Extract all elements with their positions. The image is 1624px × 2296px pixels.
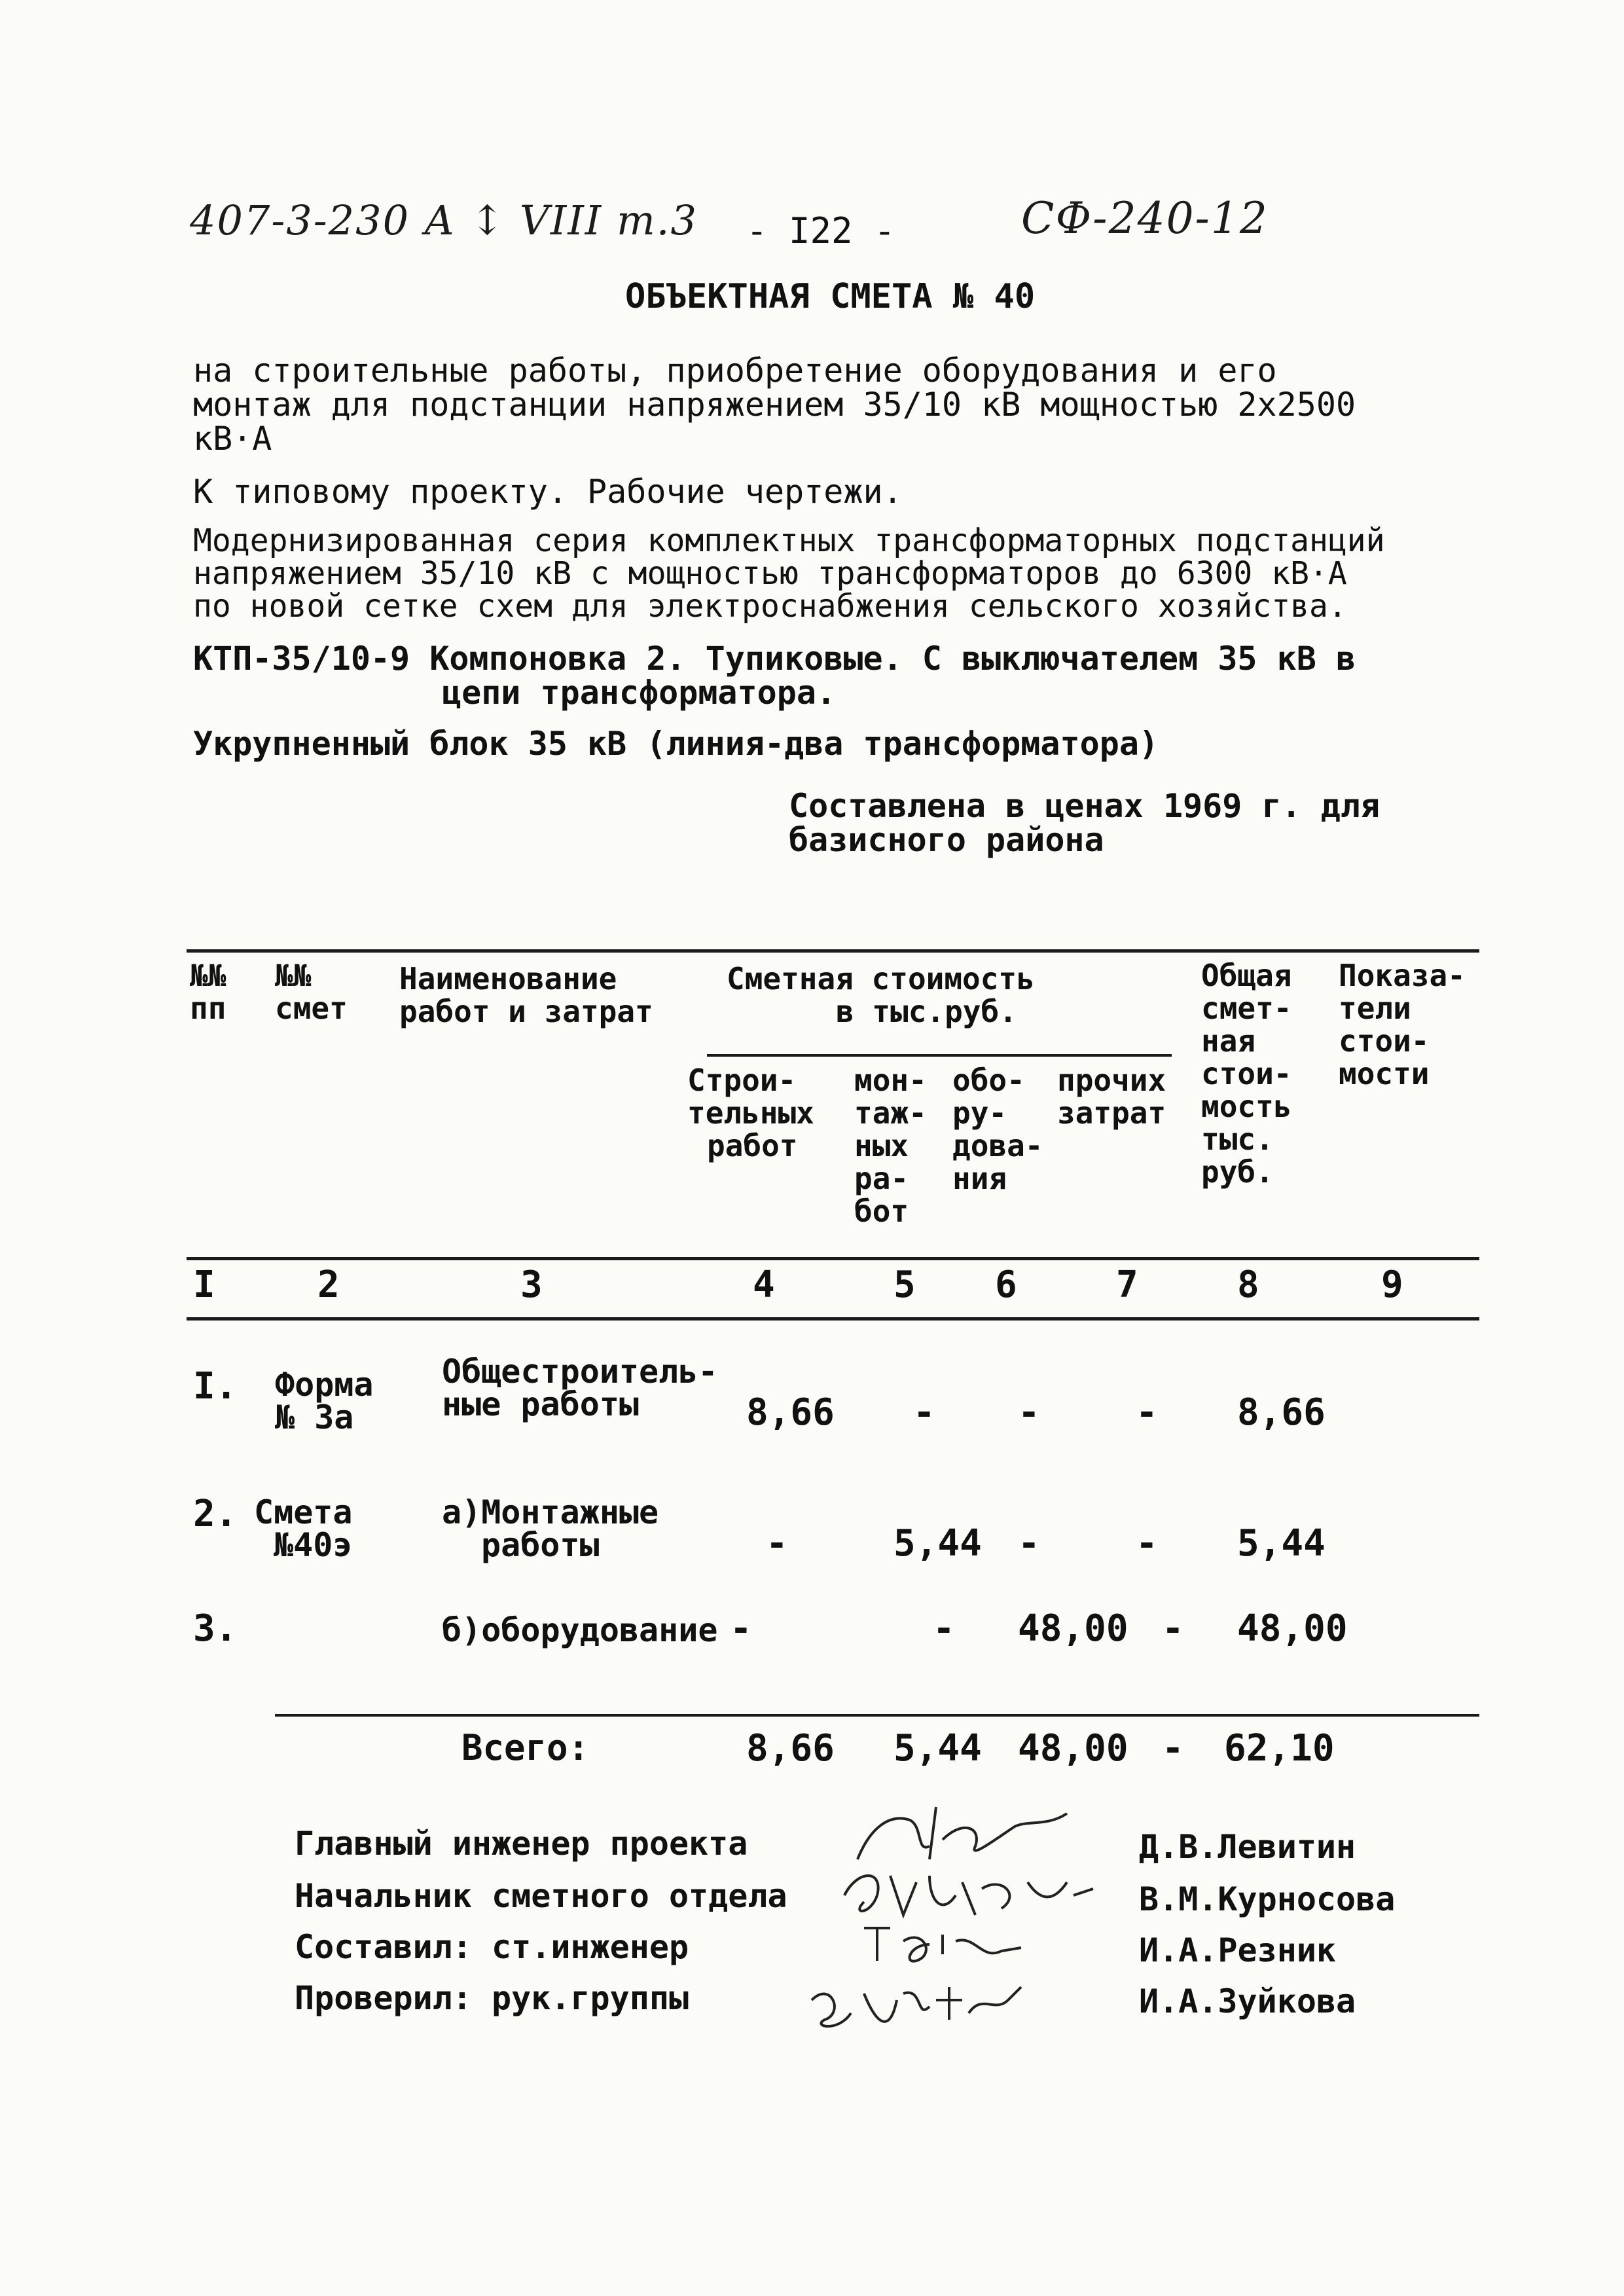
numbers-bottom-rule — [187, 1317, 1479, 1321]
project-line: К типовому проекту. Рабочие чертежи. — [193, 473, 903, 511]
ktp-line-continuation: цепи трансформатора. — [442, 674, 837, 712]
cell-other: - — [1136, 1522, 1158, 1565]
row-number: 2. — [193, 1493, 238, 1535]
column-number: 8 — [1237, 1264, 1259, 1306]
total-rule — [275, 1714, 1479, 1717]
document-code-handwritten: 407-3-230 А ↕ VIII т.3 — [190, 196, 698, 244]
signature-name: Д.В.Левитин — [1139, 1828, 1356, 1866]
row-name: б)оборудование — [442, 1611, 718, 1649]
total-grand: 62,10 — [1224, 1727, 1335, 1770]
total-other: - — [1162, 1727, 1184, 1770]
cell-other: - — [1162, 1607, 1184, 1650]
ktp-line: КТП-35/10-9 Компоновка 2. Тупиковые. С выключателем 35 кВ в — [193, 640, 1356, 678]
column-number: 6 — [995, 1264, 1017, 1306]
header-col8: Общая смет- ная стои- мость тыс. руб. — [1201, 958, 1292, 1190]
cell-installation: 5,44 — [893, 1522, 982, 1565]
row-number: I. — [193, 1365, 238, 1408]
cell-equipment: - — [1018, 1391, 1040, 1434]
sheet-code-handwritten: СФ-240-12 — [1021, 193, 1269, 244]
row-reference: Форма № 3а — [275, 1366, 374, 1436]
header-col9: Показа- тели стои- мости — [1339, 958, 1466, 1091]
row-reference: Смета №40э — [254, 1493, 353, 1564]
header-col2: №№ смет — [275, 958, 348, 1026]
signature-role: Главный инженер проекта — [295, 1825, 748, 1863]
total-equipment: 48,00 — [1018, 1727, 1128, 1770]
cell-equipment: 48,00 — [1018, 1607, 1128, 1650]
subject-line: монтаж для подстанции напряжением 35/10 кВ мощностью 2х2500 — [193, 386, 1356, 424]
cell-construction: - — [730, 1607, 752, 1650]
total-installation: 5,44 — [893, 1727, 982, 1770]
total-label: Всего: — [461, 1727, 590, 1768]
column-number: 9 — [1381, 1264, 1403, 1306]
subject-line: на строительные работы, приобретение оборудования и его — [193, 352, 1277, 390]
column-number: 7 — [1116, 1264, 1138, 1306]
description-line: по новой сетке схем для электроснабжения сельского хозяйства. — [193, 588, 1347, 625]
signature-name: И.А.Зуйкова — [1139, 1982, 1356, 2020]
column-number: 5 — [893, 1264, 916, 1306]
header-bottom-rule — [187, 1257, 1479, 1260]
table-top-rule — [187, 949, 1479, 953]
column-number: 4 — [753, 1264, 775, 1306]
column-number: I — [193, 1264, 215, 1306]
document-title: ОБЪЕКТНАЯ СМЕТА № 40 — [625, 277, 1036, 316]
signature-name: В.М.Курносова — [1139, 1880, 1396, 1918]
cell-total: 5,44 — [1237, 1522, 1326, 1565]
row-name: а)Монтажные работы — [442, 1493, 659, 1564]
total-construction: 8,66 — [746, 1727, 835, 1770]
signature-role: Проверил: рук.группы — [295, 1979, 689, 2017]
block-line: Укрупненный блок 35 кВ (линия-два трансформатора) — [193, 725, 1159, 763]
header-col3: Наименование работ и затрат — [399, 961, 653, 1029]
header-col6: обо- ру- дова- ния — [952, 1063, 1043, 1196]
subject-line: кВ·А — [193, 420, 272, 458]
header-col5: мон- таж- ных ра- бот — [854, 1063, 927, 1229]
cell-installation: - — [913, 1391, 935, 1434]
cell-other: - — [1136, 1391, 1158, 1434]
signature-role: Составил: ст.инженер — [295, 1928, 689, 1966]
column-number: 3 — [520, 1264, 543, 1306]
cell-construction: - — [766, 1522, 788, 1565]
cell-construction: 8,66 — [746, 1391, 835, 1434]
signature-scribble — [799, 1967, 1034, 2039]
header-group: Сметная стоимость в тыс.руб. — [727, 961, 1035, 1029]
prices-line: базисного района — [789, 821, 1104, 859]
prices-line: Составлена в ценах 1969 г. для — [789, 787, 1380, 825]
signature-scribble — [851, 1915, 1034, 1974]
description-line: напряжением 35/10 кВ с мощностью трансформаторов до 6300 кВ·А — [193, 555, 1347, 592]
header-col4: Строи- тельных работ — [687, 1063, 814, 1163]
column-number: 2 — [317, 1264, 340, 1306]
header-col1: №№ пп — [190, 958, 226, 1026]
signature-role: Начальник сметного отдела — [295, 1877, 787, 1915]
row-number: 3. — [193, 1607, 238, 1650]
cell-total: 8,66 — [1237, 1391, 1326, 1434]
row-name: Общестроитель- ные работы — [442, 1353, 718, 1423]
group-header-rule — [707, 1054, 1172, 1057]
description-line: Модернизированная серия комплектных трансформаторных подстанций — [193, 522, 1385, 559]
cell-equipment: - — [1018, 1522, 1040, 1565]
page-number: - I22 - — [746, 210, 895, 251]
cell-installation: - — [933, 1607, 955, 1650]
cell-total: 48,00 — [1237, 1607, 1348, 1650]
header-col7: прочих затрат — [1057, 1063, 1166, 1131]
signature-name: И.А.Резник — [1139, 1931, 1337, 1969]
